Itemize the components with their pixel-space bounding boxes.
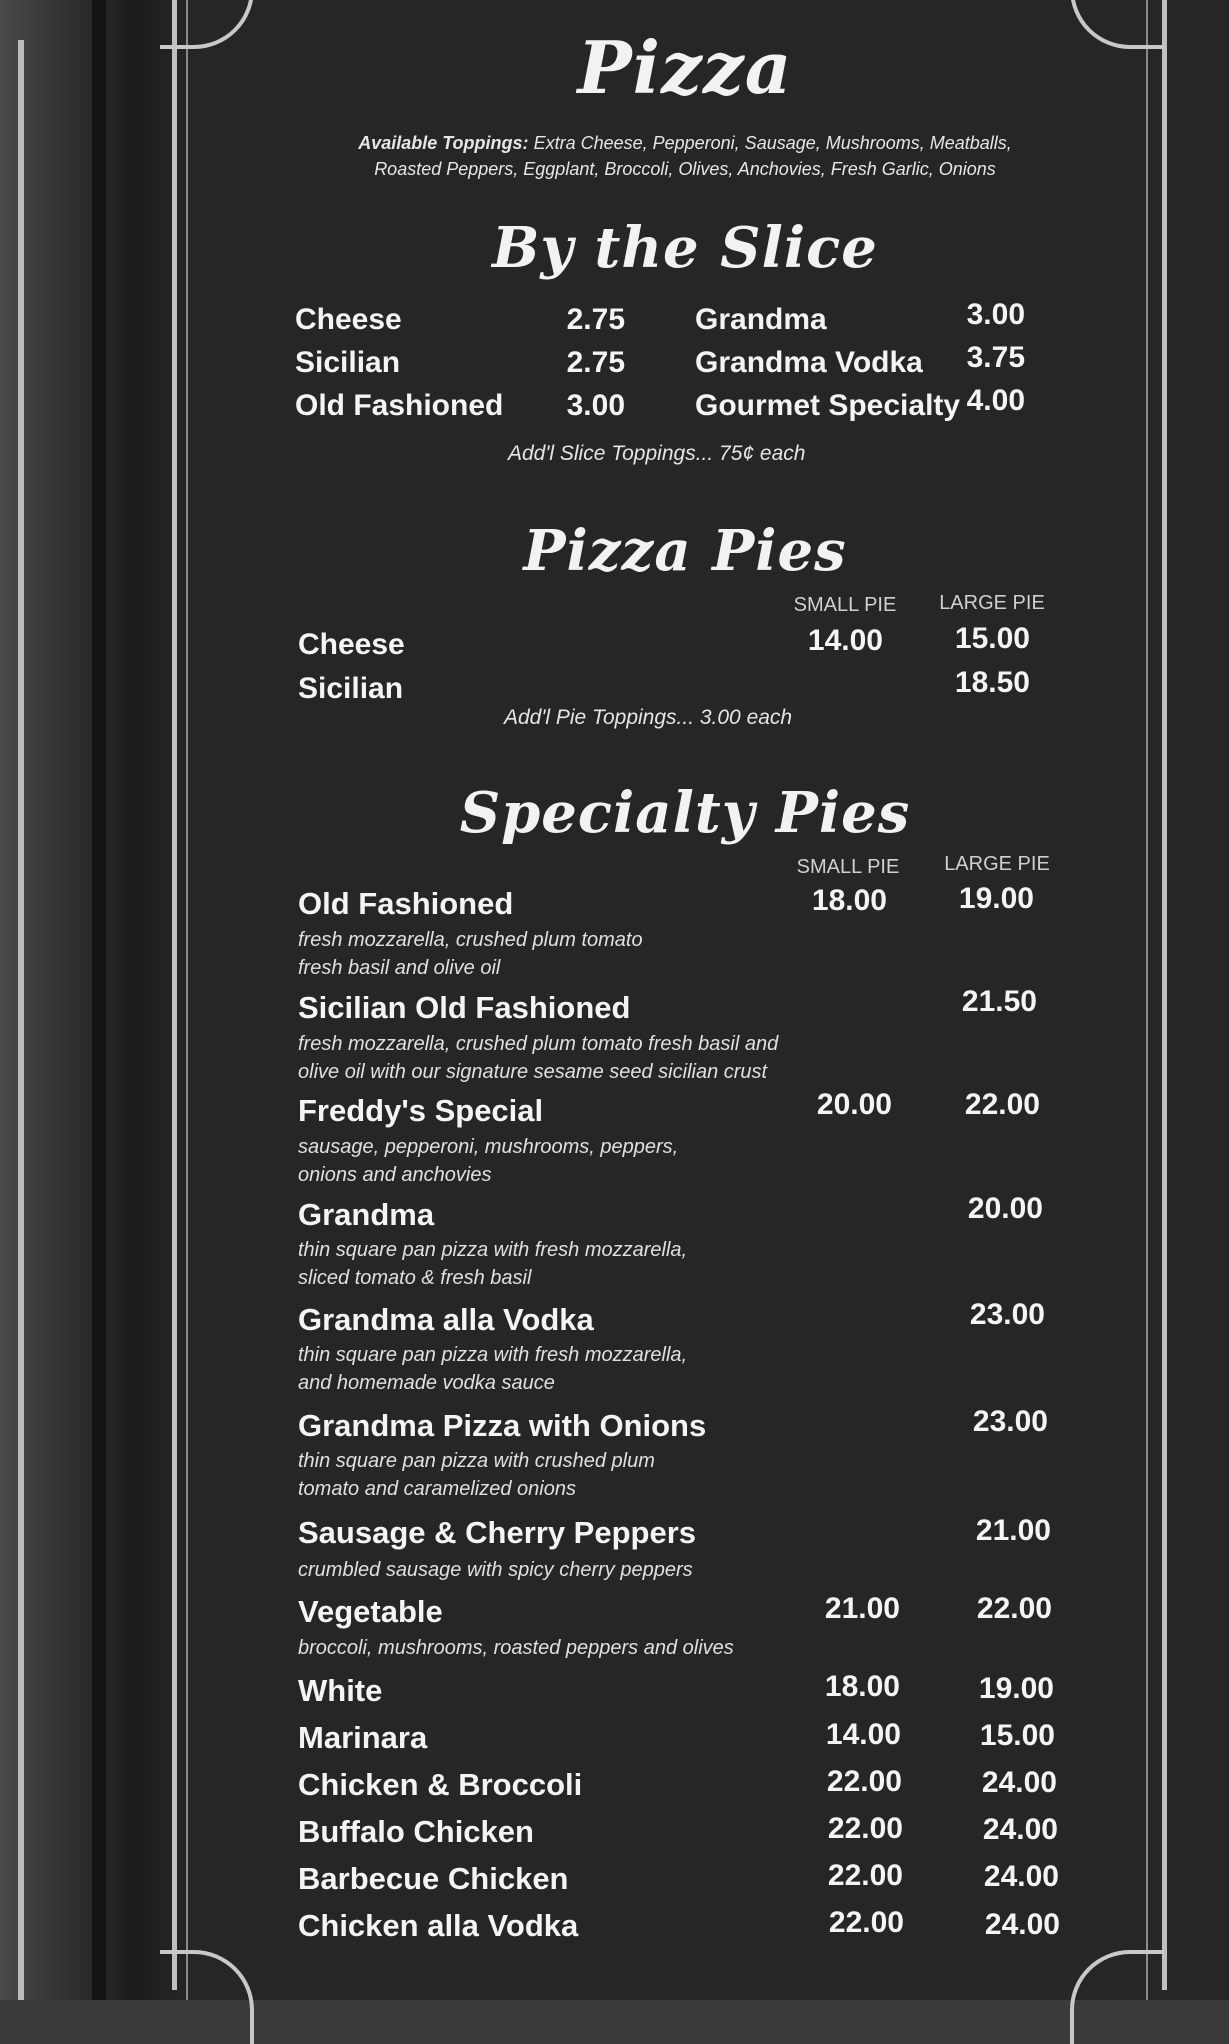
pies-heading: Pizza Pies [523,518,847,584]
specialty-item-desc: crumbled sausage with spicy cherry peppers [298,1559,693,1581]
specialty-heading: Specialty Pies [459,780,911,846]
pie-toppings-note: Add'l Pie Toppings... 3.00 each [504,706,793,729]
specialty-large-price: 19.00 [958,882,1034,915]
specialty-item-name: Buffalo Chicken [298,1814,534,1849]
specialty-item-desc: thin square pan pizza with fresh mozzarella, and homemade vodka sauce [298,1344,688,1394]
specialty-item-name: Grandma [298,1197,435,1232]
specialty-large-price: 24.00 [982,1813,1058,1846]
specialty-small-price: 22.00 [827,1859,903,1892]
specialty-large-price: 23.00 [972,1405,1048,1438]
binding-trim-line [18,40,24,2000]
specialty-large-price: 23.00 [969,1298,1045,1331]
menu-binding [0,0,190,2000]
specialty-item-desc: fresh mozzarella, crushed plum tomato fresh basil and olive oil [298,929,643,979]
slice-item-price: 3.00 [566,389,625,422]
pie-large-price: 15.00 [954,622,1030,655]
binding-edge [92,0,106,2000]
slice-item-name: Old Fashioned [295,389,504,422]
pie-item-name: Cheese [298,628,405,661]
specialty-large-price: 24.00 [981,1766,1057,1799]
specialty-item-name: Marinara [298,1720,428,1755]
slice-item-price: 3.75 [966,341,1025,374]
specialty-item-name: Grandma alla Vodka [298,1302,594,1337]
large-pie-header: LARGE PIE [944,853,1050,875]
specialty-item-name: Grandma Pizza with Onions [298,1408,707,1443]
slice-item-name: Grandma [695,303,827,336]
specialty-small-price: 18.00 [811,884,887,917]
specialty-large-price: 22.00 [964,1088,1040,1121]
toppings-label: Available Toppings: [358,133,529,153]
small-pie-header: SMALL PIE [796,856,900,878]
specialty-large-price: 21.00 [975,1514,1051,1547]
specialty-item-desc: sausage, pepperoni, mushrooms, peppers, onions and anchovies [298,1136,679,1186]
specialty-small-price: 20.00 [816,1088,892,1121]
available-toppings [320,130,1050,182]
slice-heading: By the Slice [492,215,878,281]
specialty-large-price: 24.00 [984,1908,1060,1941]
slice-item-name: Cheese [295,303,402,336]
specialty-item-desc: fresh mozzarella, crushed plum tomato fresh basil and olive oil with our signature sesame seed sicilian crust [298,1033,779,1083]
specialty-small-price: 18.00 [824,1670,900,1703]
specialty-large-price: 24.00 [983,1860,1059,1893]
specialty-small-price: 21.00 [824,1592,900,1625]
specialty-item-desc: thin square pan pizza with crushed plum tomato and caramelized onions [298,1450,655,1500]
specialty-item-name: Chicken alla Vodka [298,1908,579,1943]
specialty-large-price: 15.00 [979,1719,1055,1752]
slice-item-price: 2.75 [566,346,625,379]
slice-item-price: 4.00 [966,384,1025,417]
specialty-large-price: 21.50 [961,985,1037,1018]
pie-small-price: 14.00 [807,624,883,657]
small-pie-header: SMALL PIE [793,594,897,616]
slice-item-name: Sicilian [295,346,401,379]
specialty-item-name: Sicilian Old Fashioned [298,990,631,1025]
menu-content [290,0,1080,2000]
specialty-item-name: Chicken & Broccoli [298,1767,583,1802]
specialty-item-name: White [298,1673,383,1708]
specialty-small-price: 14.00 [825,1718,901,1751]
slice-item-price: 2.75 [566,303,625,336]
slice-item-price: 3.00 [966,298,1025,331]
specialty-item-name: Freddy's Special [298,1093,544,1128]
specialty-large-price: 20.00 [967,1192,1043,1225]
slice-toppings-note: Add'l Slice Toppings... 75¢ each [508,442,806,465]
slice-item-name: Gourmet Specialty [695,389,961,422]
slice-item-name: Grandma Vodka [695,346,923,379]
specialty-small-price: 22.00 [827,1812,903,1845]
specialty-item-name: Sausage & Cherry Peppers [298,1515,697,1550]
specialty-item-desc: thin square pan pizza with fresh mozzarella, sliced tomato & fresh basil [298,1239,688,1289]
specialty-large-price: 19.00 [978,1672,1054,1705]
menu-title: Pizza [577,25,793,110]
toppings-line-2: Roasted Peppers, Eggplant, Broccoli, Olives, Anchovies, Fresh Garlic, Onions [374,159,996,179]
specialty-item-name: Vegetable [298,1594,443,1629]
specialty-small-price: 22.00 [826,1765,902,1798]
specialty-item-desc: broccoli, mushrooms, roasted peppers and olives [298,1637,734,1659]
pie-item-name: Sicilian [298,672,404,705]
specialty-item-name: Barbecue Chicken [298,1861,569,1896]
large-pie-header: LARGE PIE [939,592,1045,614]
pie-large-price: 18.50 [954,666,1030,699]
toppings-line-1: Extra Cheese, Pepperoni, Sausage, Mushrooms, Meatballs, [533,133,1012,153]
specialty-small-price: 22.00 [828,1906,904,1939]
specialty-item-name: Old Fashioned [298,886,514,921]
specialty-large-price: 22.00 [976,1592,1052,1625]
